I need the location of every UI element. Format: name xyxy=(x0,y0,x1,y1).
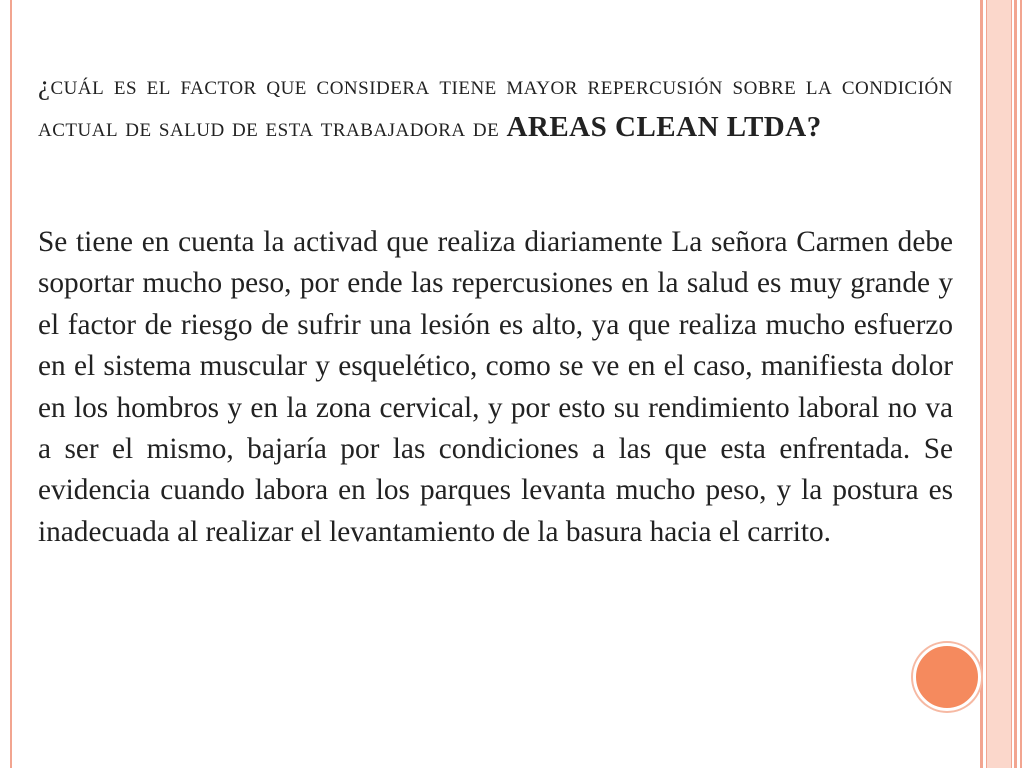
right-frame-line-edge xyxy=(1020,0,1022,768)
decorative-circle xyxy=(913,643,981,711)
left-frame-line xyxy=(10,0,12,768)
slide-body-text: Se tiene en cuenta la activad que realiza diariamente La señora Carmen debe soportar mucho peso, por ende las repercusiones en la salud es muy grande y el factor de riesgo de sufrir una lesión es alto, ya que realiza mucho esfuerzo en el sistema muscular y esquelético, como se ve en el caso, manifiesta dolor en los hombros y en la zona cervical, y por esto su rendimiento laboral no va a ser el mismo, bajaría por las condiciones a las que esta enfrentada. Se evidencia cuando labora en los parques levanta mucho peso, y la postura es inadecuada al realizar el levantamiento de la basura hacia el carrito. xyxy=(38,226,953,548)
title-company-name: AREAS CLEAN LTDA xyxy=(506,111,807,143)
right-frame-band xyxy=(986,0,1012,768)
right-frame-line-outer xyxy=(1014,0,1017,768)
title-question-mark: ? xyxy=(806,111,822,143)
slide-title xyxy=(38,64,953,148)
right-frame-line xyxy=(980,0,983,768)
title-question: ¿cuál es el factor que considera tiene mayor repercusión sobre la condición actual de salud de esta trabajadora de xyxy=(38,70,953,142)
